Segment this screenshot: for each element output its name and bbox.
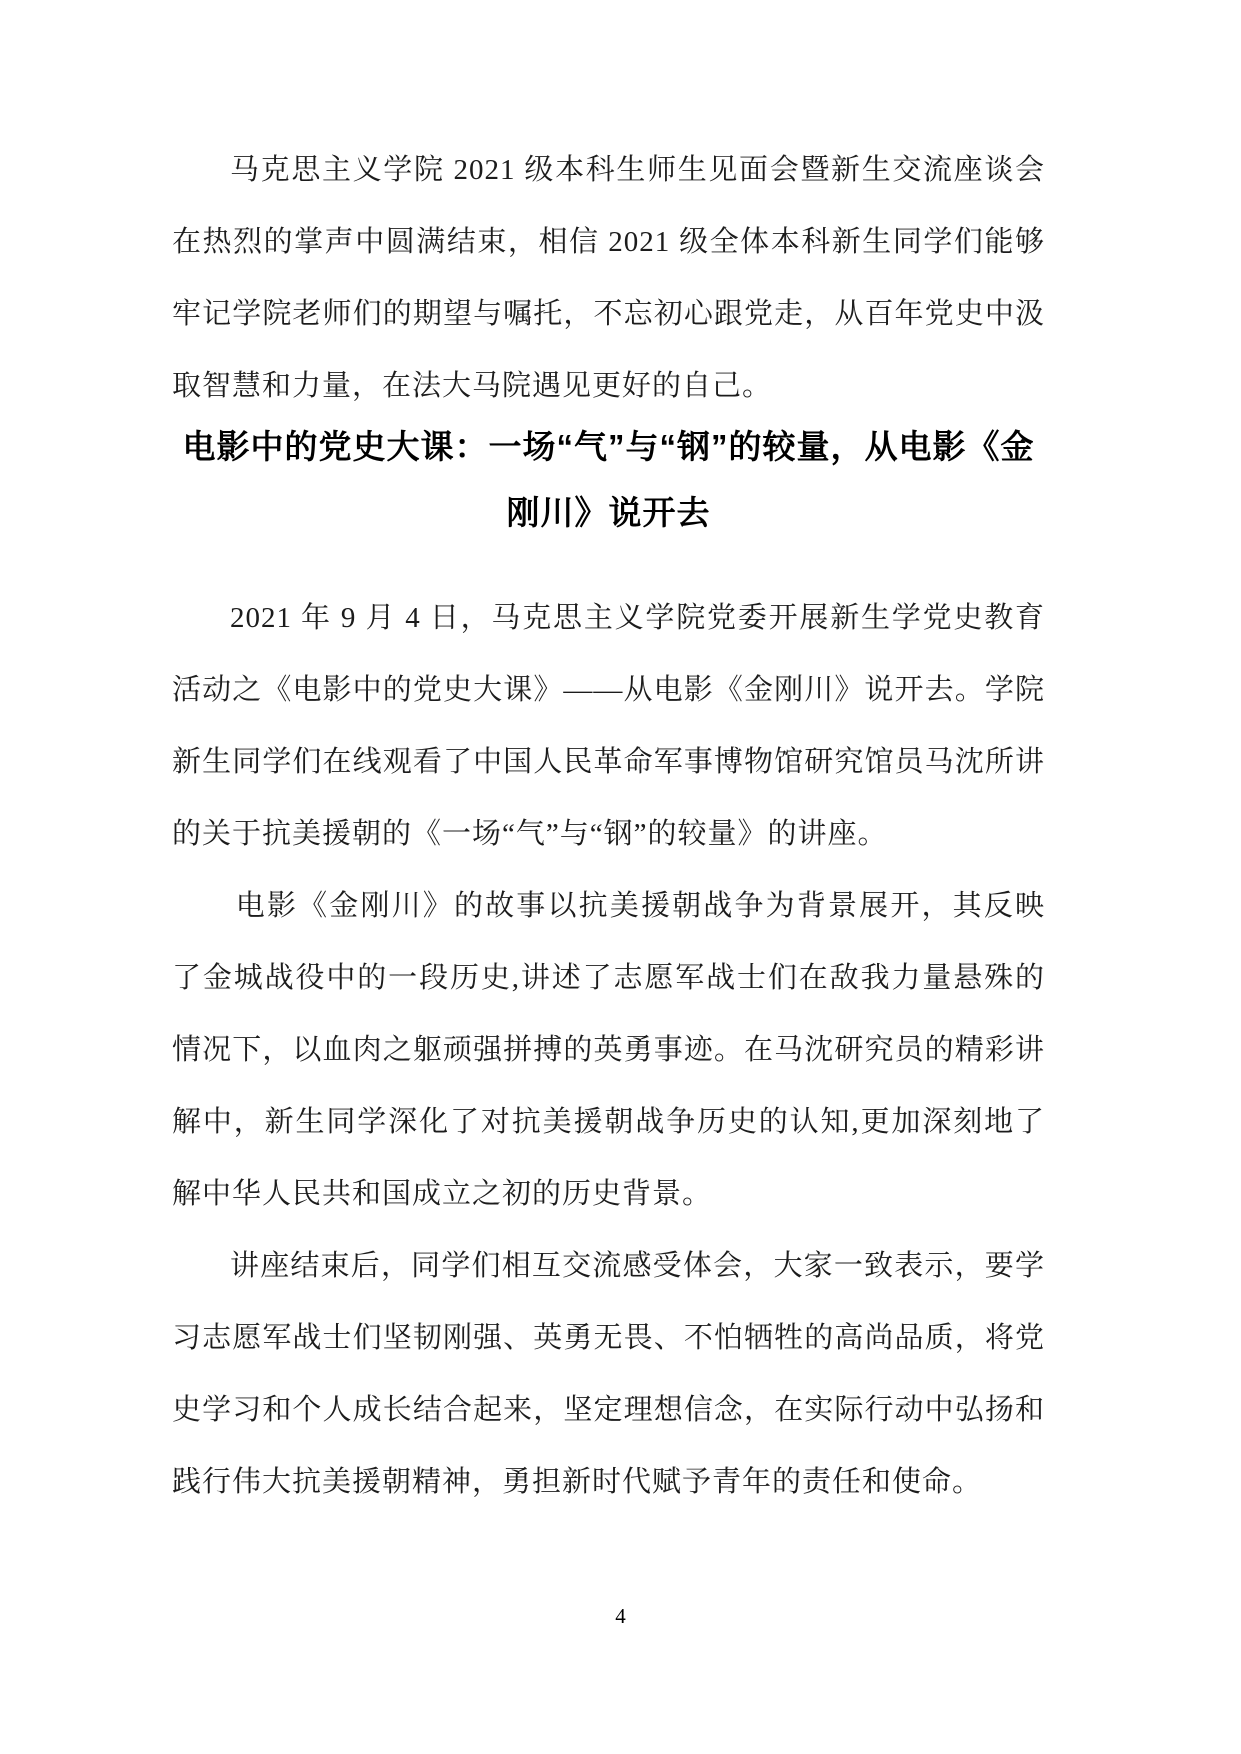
paragraph-movie-story: 电影《金刚川》的故事以抗美援朝战争为背景展开，其反映了金城战役中的一段历史,讲述了志愿军战士们在敌我力量悬殊的情况下，以血肉之躯顽强拼搏的英勇事迹。在马沈研究员的精彩讲解中，新生同学深化了对抗美援朝战争历史的认知,更加深刻地了解中华人民共和国成立之初的历史背景。 bbox=[172, 890, 1045, 1210]
paragraph-student-reflections: 讲座结束后，同学们相互交流感受体会，大家一致表示，要学习志愿军战士们坚韧刚强、英勇无畏、不怕牺牲的高尚品质，将党史学习和个人成长结合起来，坚定理想信念，在实际行动中弘扬和践行伟大抗美援朝精神，勇担新时代赋予青年的责任和使命。 bbox=[172, 1250, 1045, 1498]
paragraph-lecture-intro: 2021 年 9 月 4 日，马克思主义学院党委开展新生学党史教育活动之《电影中的党史大课》——从电影《金刚川》说开去。学院新生同学们在线观看了中国人民革命军事博物馆研究馆员马沈所讲的关于抗美援朝的《一场“气”与“钢”的较量》的讲座。 bbox=[172, 602, 1045, 850]
paragraph-meeting-conclusion: 马克思主义学院 2021 级本科生师生见面会暨新生交流座谈会在热烈的掌声中圆满结束，相信 2021 级全体本科新生同学们能够牢记学院老师们的期望与嘱托，不忘初心跟党走，从百年党史中汲取智慧和力量，在法大马院遇见更好的自己。 bbox=[172, 154, 1045, 402]
section-heading-movie-party-history-lecture: 电影中的党史大课：一场“气”与“钢”的较量，从电影《金刚川》说开去 bbox=[182, 428, 1035, 531]
page-footer bbox=[0, 1604, 1241, 1629]
page-number: 4 bbox=[615, 1604, 626, 1628]
